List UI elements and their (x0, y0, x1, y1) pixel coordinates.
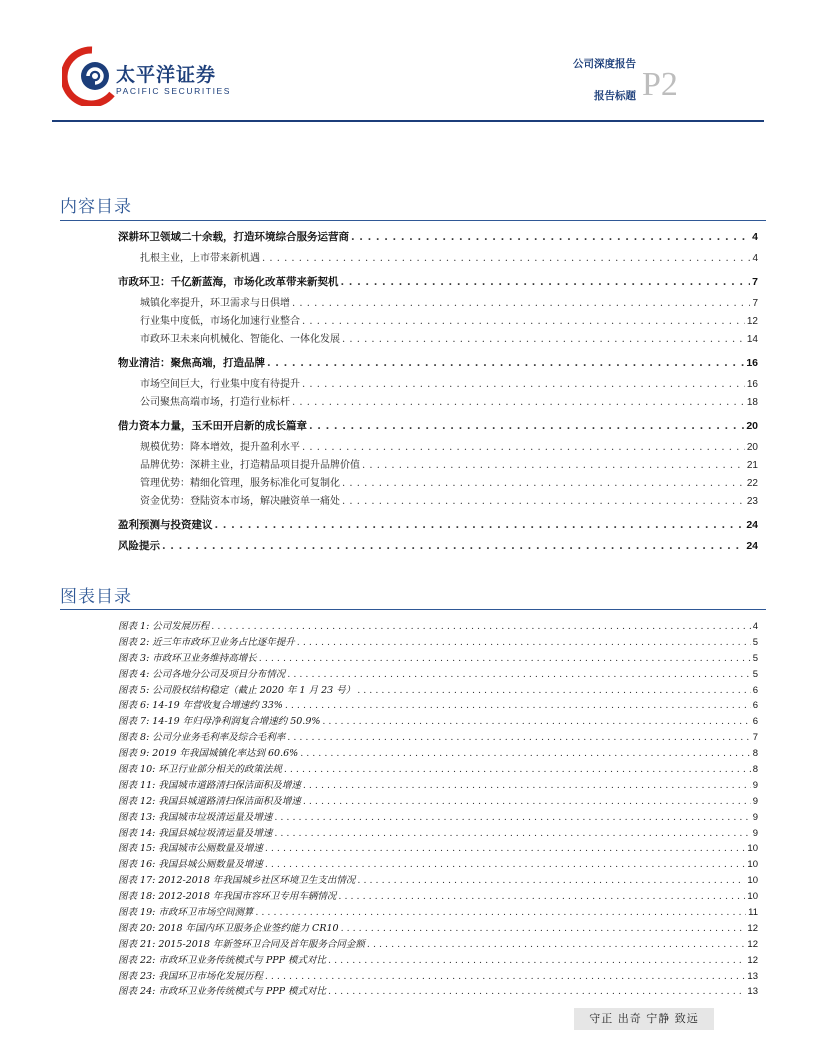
figure-entry-label: 图表 21: 2015-2018 年新签环卫合同及首年服务合同金额 (118, 938, 365, 950)
figure-entry-page: 12 (747, 922, 758, 934)
figure-entry-page: 5 (752, 652, 758, 664)
dot-leader (367, 939, 746, 950)
figure-entry-label: 图表 12: 我国县城道路清扫保洁面积及增速 (118, 795, 301, 807)
dot-leader (338, 891, 745, 902)
figure-entry-label: 图表 13: 我国城市垃圾清运量及增速 (118, 811, 273, 823)
figure-entry-label: 图表 10: 环卫行业部分相关的政策法规 (118, 764, 282, 776)
toc-entry-label: 风险提示 (118, 540, 160, 552)
toc-entry-label: 扎根主业，上市带来新机遇 (140, 253, 260, 264)
figure-entry-label: 图表 24: 市政环卫业务传统模式与 PPP 模式对比 (118, 986, 327, 998)
figure-entry[interactable] (118, 729, 758, 745)
dot-leader (302, 316, 745, 327)
toc-entry-label: 规模优势：降本增效，提升盈利水平 (140, 442, 300, 453)
figure-entry-label: 图表 18: 2012-2018 年我国市容环卫专用车辆情况 (118, 891, 337, 903)
toc-entry-label: 市政环卫未来向机械化、智能化、一体化发展 (140, 334, 340, 345)
dot-leader (362, 460, 745, 471)
page-number: P2 (642, 66, 678, 103)
figure-entry[interactable] (118, 745, 758, 761)
figure-entry[interactable] (118, 856, 758, 872)
toc-entry-label: 深耕环卫领域二十余载，打造环境综合服务运营商 (118, 231, 349, 243)
toc-section-entry[interactable] (118, 541, 758, 552)
toc-heading-divider (60, 220, 766, 221)
figure-entry-page: 11 (748, 907, 758, 919)
figure-entry[interactable] (118, 920, 758, 936)
dot-leader (215, 520, 745, 531)
dot-leader (302, 379, 745, 390)
toc-subsection-entry[interactable] (118, 496, 758, 507)
figure-entry-page: 10 (747, 843, 758, 855)
figure-entry-label: 图表 1: 公司发展历程 (118, 621, 210, 632)
figure-entry-label: 图表 2: 近三年市政环卫业务占比逐年提升 (118, 636, 295, 648)
figure-entry-label: 图表 7: 14-19 年归母净利润复合增速约 50.9% (118, 716, 321, 728)
dot-leader (292, 298, 750, 309)
figure-entry-page: 12 (747, 938, 758, 950)
toc-entry-label: 市场空间巨大，行业集中度有待提升 (140, 379, 300, 390)
toc-entry-page: 16 (746, 357, 758, 369)
brand-name-cn: 太平洋证券 (116, 64, 217, 86)
toc-subsection-entry[interactable] (118, 253, 758, 264)
toc-section-entry[interactable] (118, 421, 758, 432)
toc-entry-label: 管理优势：精细化管理，服务标准化可复制化 (140, 478, 340, 489)
dot-leader (267, 358, 744, 369)
toc-entry-page: 20 (746, 420, 758, 432)
dot-leader (303, 780, 751, 791)
dot-leader (274, 812, 750, 823)
figure-entry-page: 10 (747, 875, 758, 887)
figure-entry-label: 图表 22: 市政环卫业务传统模式与 PPP 模式对比 (118, 954, 327, 966)
figure-entry-page: 7 (752, 732, 758, 744)
figures-heading: 图表目录 (60, 587, 132, 607)
figure-entry-page: 6 (752, 716, 758, 728)
figure-entry[interactable] (118, 618, 758, 634)
dot-leader (259, 653, 751, 664)
toc-subsection-entry[interactable] (118, 298, 758, 309)
toc-entry-label: 城镇化率提升，环卫需求与日俱增 (140, 298, 290, 309)
toc-entry-label: 品牌优势：深耕主业，打造精品项目提升品牌价值 (140, 460, 360, 471)
figure-entry[interactable] (118, 968, 758, 984)
figure-entry[interactable] (118, 666, 758, 682)
dot-leader (262, 253, 750, 264)
toc-subsection-entry[interactable] (118, 334, 758, 345)
dot-leader (322, 716, 750, 727)
dot-leader (265, 843, 746, 854)
dot-leader (265, 971, 746, 982)
toc-entry-label: 公司聚焦高端市场，打造行业标杆 (140, 397, 290, 408)
dot-leader (341, 923, 746, 934)
toc-entry-label: 物业清洁：聚焦高端，打造品牌 (118, 357, 265, 369)
dot-leader (328, 955, 745, 966)
figure-entry[interactable] (118, 777, 758, 793)
figure-entry-page: 4 (752, 621, 758, 632)
figure-entry-page: 5 (752, 636, 758, 648)
toc-entry-page: 12 (746, 316, 758, 327)
toc-section-entry[interactable] (118, 520, 758, 531)
toc-entry-page: 24 (746, 519, 758, 531)
dot-leader (342, 496, 745, 507)
figure-entry-label: 图表 11: 我国城市道路清扫保洁面积及增速 (118, 779, 301, 791)
dot-leader (287, 669, 750, 680)
figure-entry-label: 图表 16: 我国县城公厕数量及增速 (118, 859, 263, 871)
figure-entry-label: 图表 5: 公司股权结构稳定（截止 2020 年 1 月 23 号） (118, 684, 356, 696)
figure-entry-label: 图表 15: 我国城市公厕数量及增速 (118, 843, 263, 855)
dot-leader (300, 748, 751, 759)
figure-entry[interactable] (118, 904, 758, 920)
figures-heading-divider (60, 609, 766, 610)
toc-entry-page: 7 (752, 276, 758, 288)
dot-leader (274, 828, 750, 839)
dot-leader (265, 859, 746, 870)
toc-entry-page: 4 (752, 231, 758, 243)
dot-leader (287, 732, 750, 743)
dot-leader (297, 637, 751, 648)
table-of-contents (118, 232, 758, 562)
figure-entry[interactable] (118, 825, 758, 841)
toc-section-entry[interactable] (118, 277, 758, 288)
dot-leader (357, 875, 745, 886)
figure-entry[interactable] (118, 793, 758, 809)
toc-entry-page: 18 (746, 397, 758, 408)
dot-leader (328, 986, 745, 997)
figure-entry-page: 5 (752, 668, 758, 680)
toc-entry-label: 市政环卫：千亿新蓝海，市场化改革带来新契机 (118, 276, 339, 288)
toc-entry-label: 行业集中度低，市场化加速行业整合 (140, 316, 300, 327)
figure-entry-label: 图表 3: 市政环卫业务维持高增长 (118, 652, 257, 664)
toc-subsection-entry[interactable] (118, 379, 758, 390)
figure-entry[interactable] (118, 840, 758, 856)
dot-leader (255, 907, 746, 918)
toc-entry-page: 24 (746, 540, 758, 552)
header-divider (52, 120, 764, 122)
footer-motto: 守正 出奇 宁静 致远 (574, 1008, 714, 1030)
figure-entry-page: 10 (747, 859, 758, 871)
dot-leader (342, 334, 745, 345)
toc-entry-label: 盈利预测与投资建议 (118, 519, 213, 531)
figure-entry[interactable] (118, 761, 758, 777)
report-type: 公司深度报告 (573, 58, 636, 70)
page-header (0, 0, 816, 125)
toc-subsection-entry[interactable] (118, 397, 758, 408)
figure-entry-label: 图表 17: 2012-2018 年我国城乡社区环境卫生支出情况 (118, 875, 356, 887)
list-of-figures (118, 618, 758, 999)
brand-name-en: PACIFIC SECURITIES (116, 86, 232, 96)
figure-entry[interactable] (118, 983, 758, 999)
toc-entry-label: 资金优势：登陆资本市场，解决融资单一痛处 (140, 496, 340, 507)
figure-entry-page: 9 (752, 811, 758, 823)
dot-leader (162, 541, 744, 552)
figure-entry-page: 9 (752, 827, 758, 839)
dot-leader (309, 421, 744, 432)
toc-entry-page: 14 (746, 334, 758, 345)
figure-entry[interactable] (118, 809, 758, 825)
figure-entry-page: 9 (752, 779, 758, 791)
toc-subsection-entry[interactable] (118, 478, 758, 489)
figure-entry-page: 6 (752, 684, 758, 696)
toc-entry-page: 22 (746, 478, 758, 489)
toc-section-entry[interactable] (118, 358, 758, 369)
figure-entry-page: 6 (752, 700, 758, 712)
toc-entry-page: 7 (752, 298, 758, 309)
report-title: 报告标题 (594, 90, 636, 102)
figure-entry-page: 13 (747, 970, 758, 982)
figure-entry-label: 图表 8: 公司分业务毛利率及综合毛利率 (118, 732, 286, 744)
figure-entry[interactable] (118, 936, 758, 952)
dot-leader (303, 796, 751, 807)
toc-entry-page: 20 (746, 442, 758, 453)
toc-section-entry[interactable] (118, 232, 758, 243)
figure-entry-page: 10 (747, 891, 758, 903)
figure-entry[interactable] (118, 697, 758, 713)
figure-entry-page: 8 (752, 764, 758, 776)
toc-entry-page: 21 (746, 460, 758, 471)
figure-entry[interactable] (118, 888, 758, 904)
dot-leader (292, 397, 745, 408)
dot-leader (302, 442, 745, 453)
figure-entry-page: 8 (752, 748, 758, 760)
figure-entry-label: 图表 19: 市政环卫市场空间测算 (118, 907, 254, 919)
figure-entry[interactable] (118, 713, 758, 729)
toc-subsection-entry[interactable] (118, 460, 758, 471)
toc-entry-page: 16 (746, 379, 758, 390)
figure-entry[interactable] (118, 682, 758, 698)
dot-leader (285, 700, 751, 711)
figure-entry-label: 图表 4: 公司各地分公司及项目分布情况 (118, 668, 286, 680)
figure-entry[interactable] (118, 650, 758, 666)
figure-entry[interactable] (118, 634, 758, 650)
toc-subsection-entry[interactable] (118, 442, 758, 453)
figure-entry-page: 9 (752, 795, 758, 807)
figure-entry-label: 图表 14: 我国县城垃圾清运量及增速 (118, 827, 273, 839)
toc-subsection-entry[interactable] (118, 316, 758, 327)
figure-entry-label: 图表 9: 2019 年我国城镇化率达到 60.6% (118, 748, 299, 760)
figure-entry-page: 12 (747, 954, 758, 966)
figure-entry-label: 图表 23: 我国环卫市场化发展历程 (118, 970, 263, 982)
toc-entry-page: 4 (752, 253, 758, 264)
dot-leader (284, 764, 751, 775)
figure-entry[interactable] (118, 872, 758, 888)
toc-entry-label: 借力资本力量，玉禾田开启新的成长篇章 (118, 420, 307, 432)
figure-entry-label: 图表 6: 14-19 年营收复合增速约 33% (118, 700, 283, 712)
dot-leader (211, 621, 750, 632)
toc-entry-page: 23 (746, 496, 758, 507)
figure-entry-page: 13 (747, 986, 758, 998)
dot-leader (357, 685, 750, 696)
dot-leader (341, 277, 751, 288)
figure-entry[interactable] (118, 952, 758, 968)
figure-entry-label: 图表 20: 2018 年国内环卫服务企业签约能力 CR10 (118, 922, 339, 934)
toc-heading: 内容目录 (60, 197, 132, 217)
dot-leader (342, 478, 745, 489)
dot-leader (351, 232, 750, 243)
